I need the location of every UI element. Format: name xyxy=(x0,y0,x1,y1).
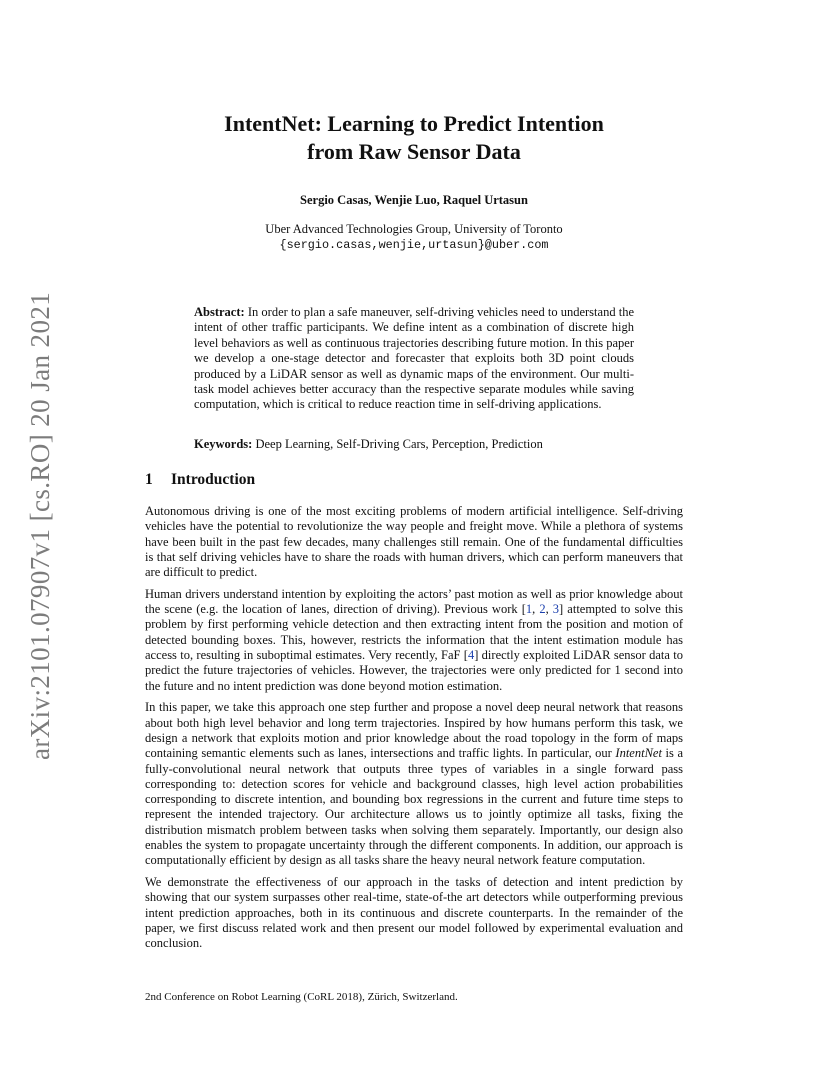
paragraph-2 xyxy=(145,587,683,694)
citation-3[interactable]: 3 xyxy=(552,602,560,617)
title-line-1: IntentNet: Learning to Predict Intention xyxy=(224,111,604,136)
title-line-2: from Raw Sensor Data xyxy=(307,139,521,164)
paragraph-1: Autonomous driving is one of the most exciting problems of modern artificial intelligence. Self-driving vehicles have the potential to revolutionize the way people and freight move. While a plethora of systems have been built in the past few decades, many challenges still remain. One of the fundamental difficulties is that self driving vehicles have to share the roads with human drivers, which can perform maneuvers that are difficult to predict. xyxy=(145,504,683,580)
section-number: 1 xyxy=(145,471,153,488)
email-addresses: {sergio.casas,wenjie,urtasun}@uber.com xyxy=(279,238,549,252)
citation-separator: , xyxy=(545,602,553,617)
paragraph-3 xyxy=(145,700,683,868)
keywords xyxy=(194,437,634,452)
intentnet-emphasis: IntentNet xyxy=(615,746,662,761)
abstract xyxy=(194,305,634,413)
paragraph-2-text-b: ] attempted to solve this problem by first performing vehicle detection and then extracting intent from the position and motion of detected bounding boxes. This, however, restricts the information that the intent estimation module has access to, resulting in suboptimal estimates. Very recently, FaF [ xyxy=(145,602,684,663)
affiliation: Uber Advanced Technologies Group, University of Toronto xyxy=(265,222,563,236)
affiliation-block xyxy=(145,221,683,253)
paper-title xyxy=(145,110,683,166)
arxiv-identifier: arXiv:2101.07907v1 [cs.RO] 20 Jan 2021 xyxy=(25,291,55,760)
author-list: Sergio Casas, Wenjie Luo, Raquel Urtasun xyxy=(300,193,528,207)
citation-1[interactable]: 1 xyxy=(525,602,533,617)
body-text xyxy=(145,504,683,958)
citation-separator: , xyxy=(532,602,540,617)
section-title: Introduction xyxy=(171,471,256,488)
citation-4[interactable]: 4 xyxy=(467,648,475,663)
keywords-label: Keywords: xyxy=(194,437,253,451)
paragraph-4: We demonstrate the effectiveness of our approach in the tasks of detection and intent prediction by showing that our system surpasses other real-time, state-of-the art detectors while outperforming previous intent prediction approaches, both in its continuous and discrete counterparts. In the remainder of the paper, we first discuss related work and then present our model followed by experimental evaluation and conclusion. xyxy=(145,875,683,951)
citation-2[interactable]: 2 xyxy=(539,602,546,617)
paragraph-3-text-a: In this paper, we take this approach one step further and propose a novel deep neural network that reasons about both high level behavior and long term trajectories. Inspired by how humans perform this task, we design a network that exploits motion and prior knowledge about the road topology in the form of maps containing semantic elements such as lanes, intersections and traffic lights. In particular, our xyxy=(145,700,683,761)
section-heading xyxy=(145,471,255,489)
abstract-label: Abstract: xyxy=(194,305,245,319)
keywords-text: Deep Learning, Self-Driving Cars, Perception, Prediction xyxy=(255,437,543,451)
paragraph-3-text-b: is a fully-convolutional neural network that outputs three types of variables in a single forward pass corresponding to: detection scores for vehicle and background classes, high level action probabilities corresponding to discrete intention, and bounding box regressions in the current and future time steps to represent the intended trajectory. Our architecture allows us to jointly optimize all tasks, fixing the distribution mismatch problem between tasks when solving them separately. Importantly, our design also enables the system to propagate uncertainty through the different components. In addition, our approach is computationally efficient by design as all tasks share the heavy neural network feature computation. xyxy=(145,746,683,868)
paragraph-2-text-c: ] directly exploited LiDAR sensor data to predict the future trajectories of vehicles. However, the trajectories were only predicted for 1 second into the future and no intent prediction was done beyond motion estimation. xyxy=(145,648,683,693)
conference-footnote: 2nd Conference on Robot Learning (CoRL 2018), Zürich, Switzerland. xyxy=(145,991,458,1003)
paragraph-2-text-a: Human drivers understand intention by exploiting the actors’ past motion as well as prior knowledge about the scene (e.g. the location of lanes, direction of driving). Previous work [ xyxy=(145,586,683,617)
abstract-text: In order to plan a safe maneuver, self-driving vehicles need to understand the intent of other traffic participants. We define intent as a combination of discrete high level behaviors as well as continuous trajectories describing future motion. In this paper we develop a one-stage detector and forecaster that exploits both 3D point clouds produced by a LiDAR sensor as well as dynamic maps of the environment. Our multi-task model achieves better accuracy than the respective separate modules while saving computation, which is critical to reduce reaction time in self-driving applications. xyxy=(194,305,634,412)
